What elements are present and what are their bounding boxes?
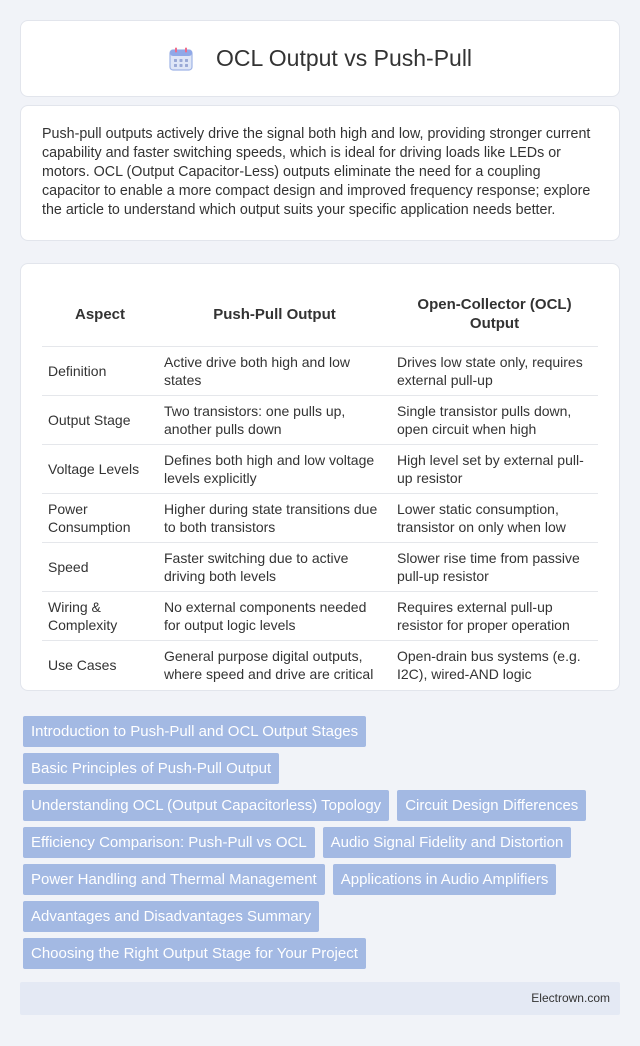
cell-aspect: Speed — [42, 542, 158, 591]
link-row — [23, 753, 623, 784]
link-audio-amplifiers[interactable]: Applications in Audio Amplifiers — [333, 864, 557, 895]
table-row — [42, 591, 598, 640]
link-power-thermal[interactable]: Power Handling and Thermal Management — [23, 864, 325, 895]
cell-push-pull: Faster switching due to active driving both levels — [158, 542, 391, 591]
calendar-icon — [168, 46, 194, 72]
link-row — [23, 901, 623, 932]
link-row — [23, 716, 623, 747]
cell-ocl: Lower static consumption, transistor on only when low — [391, 493, 598, 542]
link-choosing-output[interactable]: Choosing the Right Output Stage for Your Project — [23, 938, 366, 969]
cell-push-pull: No external components needed for output logic levels — [158, 591, 391, 640]
link-ocl-topology[interactable]: Understanding OCL (Output Capacitorless) Topology — [23, 790, 389, 821]
cell-push-pull: Higher during state transitions due to both transistors — [158, 493, 391, 542]
link-row — [23, 938, 623, 969]
cell-aspect: Power Consumption — [42, 493, 158, 542]
link-audio-fidelity[interactable]: Audio Signal Fidelity and Distortion — [323, 827, 572, 858]
table-row — [42, 493, 598, 542]
cell-push-pull: Active drive both high and low states — [158, 346, 391, 395]
table-row — [42, 444, 598, 493]
table-row — [42, 640, 598, 689]
link-row — [23, 864, 623, 895]
link-row — [23, 827, 623, 858]
cell-push-pull: General purpose digital outputs, where speed and drive are critical — [158, 640, 391, 689]
footer — [20, 982, 620, 1015]
table-row — [42, 346, 598, 395]
intro-card — [20, 105, 620, 241]
cell-ocl: Slower rise time from passive pull-up resistor — [391, 542, 598, 591]
link-circuit-design[interactable]: Circuit Design Differences — [397, 790, 586, 821]
related-links — [23, 716, 623, 975]
cell-push-pull: Defines both high and low voltage levels explicitly — [158, 444, 391, 493]
link-efficiency[interactable]: Efficiency Comparison: Push-Pull vs OCL — [23, 827, 315, 858]
cell-push-pull: Two transistors: one pulls up, another pulls down — [158, 395, 391, 444]
comparison-table — [42, 283, 598, 689]
link-row — [23, 790, 623, 821]
intro-paragraph: Push-pull outputs actively drive the signal both high and low, providing stronger current capability and faster switching speeds, which is ideal for driving loads like LEDs or motors. OCL (Output Capacitor-Less) outputs eliminate the need for a coupling capacitor to enable a more compact design and improved frequency response; explore the article to understand which output suits your specific application needs better. — [42, 126, 591, 218]
footer-site[interactable]: Electrown.com — [531, 991, 610, 1005]
cell-aspect: Voltage Levels — [42, 444, 158, 493]
cell-ocl: Drives low state only, requires external pull-up — [391, 346, 598, 395]
cell-aspect: Use Cases — [42, 640, 158, 689]
cell-ocl: Open-drain bus systems (e.g. I2C), wired-AND logic — [391, 640, 598, 689]
header-push-pull: Push-Pull Output — [213, 305, 336, 323]
cell-ocl: High level set by external pull-up resistor — [391, 444, 598, 493]
cell-ocl: Requires external pull-up resistor for proper operation — [391, 591, 598, 640]
cell-aspect: Definition — [42, 346, 158, 395]
header-aspect: Aspect — [74, 305, 126, 323]
table-header-row — [42, 283, 598, 346]
comparison-table-card — [20, 263, 620, 691]
link-advantages-summary[interactable]: Advantages and Disadvantages Summary — [23, 901, 319, 932]
title-card — [20, 20, 620, 97]
header-ocl: Open-Collector (OCL) Output — [417, 296, 572, 333]
cell-ocl: Single transistor pulls down, open circuit when high — [391, 395, 598, 444]
page-title: OCL Output vs Push-Pull — [215, 45, 473, 71]
cell-aspect: Wiring & Complexity — [42, 591, 158, 640]
table-row — [42, 542, 598, 591]
table-row — [42, 395, 598, 444]
cell-aspect: Output Stage — [42, 395, 158, 444]
link-intro-push-pull-ocl[interactable]: Introduction to Push-Pull and OCL Output Stages — [23, 716, 366, 747]
link-basic-principles[interactable]: Basic Principles of Push-Pull Output — [23, 753, 279, 784]
